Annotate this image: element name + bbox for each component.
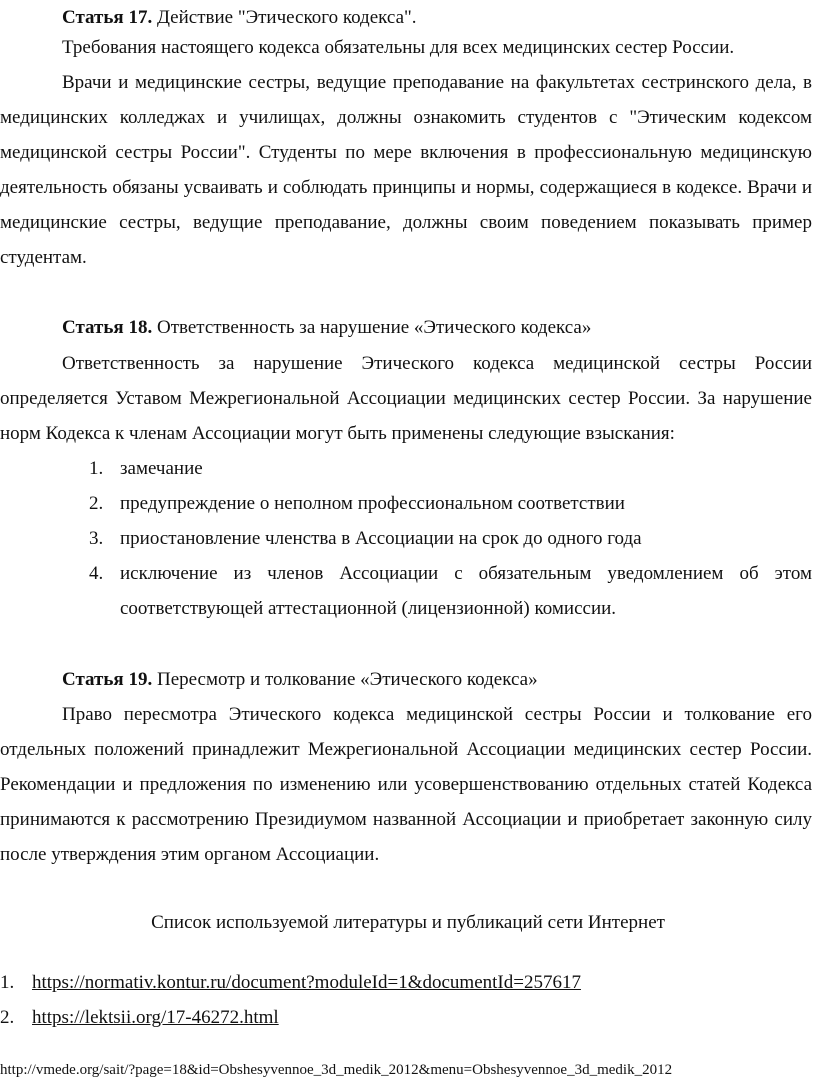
article-19-title: Пересмотр и толкование «Этического кодекса»: [152, 669, 538, 690]
list-item: [0, 521, 812, 556]
list-item: [0, 556, 812, 626]
list-item-text: приостановление членства в Ассоциации на срок до одного года: [120, 528, 642, 549]
article-18-heading: [62, 310, 591, 345]
list-item-text: исключение из членов Ассоциации с обязательным уведомлением об этом соответствующей аттестационной (лицензионной) комиссии.: [120, 563, 812, 619]
list-item-text: замечание: [120, 458, 203, 479]
penalties-list: [0, 451, 812, 626]
reference-item: [0, 965, 581, 1000]
article-17-paragraph-2: Врачи и медицинские сестры, ведущие преподавание на факультетах сестринского дела, в медицинских колледжах и училищах, должны ознакомить студентов с "Этическим кодексом медицинской сестры России". Студенты по мере включения в профессиональную медицинскую деятельность обязаны усваивать и соблюдать принципы и нормы, содержащиеся в кодексе. Врачи и медицинские сестры, ведущие преподавание, должны своим поведением показывать пример студентам.: [0, 72, 812, 268]
list-item: [0, 451, 812, 486]
reference-number: 1.: [0, 972, 15, 993]
list-item-text: предупреждение о неполном профессиональном соответствии: [120, 493, 625, 514]
article-18-paragraph-1: Ответственность за нарушение Этического кодекса медицинской сестры России определяется Уставом Межрегиональной Ассоциации медицинских сестер России. За нарушение норм Кодекса к членам Ассоциации могут быть применены следующие взыскания:: [0, 353, 812, 444]
article-19-paragraph-1: Право пересмотра Этического кодекса медицинской сестры России и толкование его отдельных положений принадлежит Межрегиональной Ассоциации медицинских сестер России. Рекомендации и предложения по изменению или усовершенствованию отдельных статей Кодекса принимаются к рассмотрению Президиумом названной Ассоциации и приобретает законную силу после утверждения этим органом Ассоциации.: [0, 704, 812, 865]
reference-number: 2.: [0, 1007, 15, 1028]
article-17-label: Статья 17.: [62, 7, 153, 28]
article-17-title: Действие "Этического кодекса".: [152, 7, 417, 28]
source-url-footer: http://vmede.org/sait/?page=18&id=Obshesyvennoe_3d_medik_2012&menu=Obshesyvennoe_3d_medik_2012: [0, 1062, 673, 1078]
article-17-paragraph-1: Требования настоящего кодекса обязательны для всех медицинских сестер России.: [62, 37, 735, 58]
list-item-number: 1.: [89, 458, 104, 479]
article-19-heading: [62, 662, 538, 697]
references-title: Список используемой литературы и публикаций сети Интернет: [151, 912, 665, 933]
list-item-number: 3.: [89, 528, 104, 549]
list-item: [0, 486, 812, 521]
article-18-title: Ответственность за нарушение «Этического кодекса»: [152, 317, 592, 338]
article-19-label: Статья 19.: [62, 669, 153, 690]
list-item-number: 4.: [89, 563, 104, 584]
list-item-number: 2.: [89, 493, 104, 514]
references-list: [0, 965, 581, 1035]
article-18-label: Статья 18.: [62, 317, 153, 338]
reference-link[interactable]: https://lektsii.org/17-46272.html: [32, 1007, 279, 1028]
reference-item: [0, 1000, 581, 1035]
reference-link[interactable]: https://normativ.kontur.ru/document?moduleId=1&documentId=257617: [32, 972, 581, 993]
